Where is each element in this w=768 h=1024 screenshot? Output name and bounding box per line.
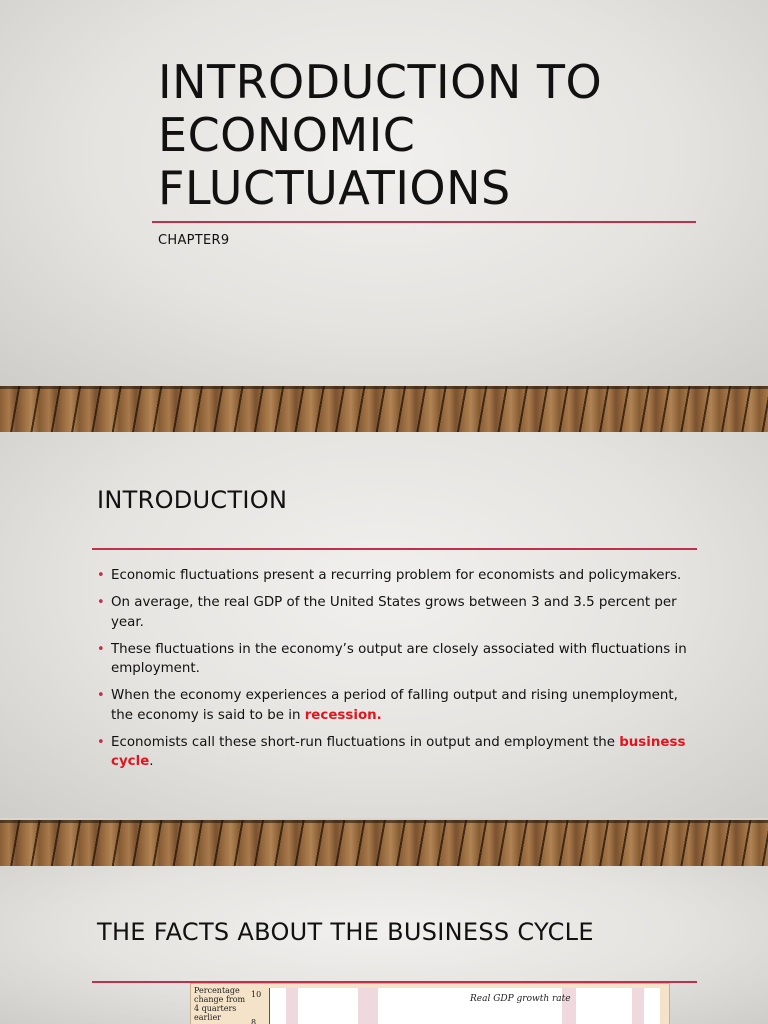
- figure-plot-area: [269, 988, 660, 1024]
- figure-y-axis-label: Percentage change from 4 quarters earlier: [194, 986, 246, 1022]
- title-divider: [152, 221, 696, 223]
- introduction-slide: [0, 432, 768, 818]
- title-slide: [0, 0, 768, 386]
- wood-floor-divider: [0, 820, 768, 866]
- bullet-item: • On average, the real GDP of the United States grows between 3 and 3.5 percent per year.: [97, 593, 697, 632]
- business-cycle-term: business cycle: [111, 734, 686, 769]
- gdp-growth-figure: [190, 983, 670, 1024]
- recession-term: recession.: [304, 707, 382, 723]
- figure-tick-label: 10: [251, 990, 262, 999]
- title-divider: [92, 548, 697, 550]
- slide-subtitle: CHAPTER9: [158, 233, 230, 248]
- bullet-item: • Economists call these short-run fluctuations in output and employment the business cycle.: [97, 733, 697, 772]
- slide-title: INTRODUCTION TO ECONOMIC FLUCTUATIONS: [158, 55, 603, 215]
- bullet-item: • Economic fluctuations present a recurring problem for economists and policymakers.: [97, 566, 697, 586]
- figure-tick-label: 8: [251, 1018, 257, 1024]
- bullet-item: • These fluctuations in the economy’s output are closely associated with fluctuations in employment.: [97, 640, 697, 679]
- bullet-list: [97, 566, 697, 779]
- wood-floor-divider: [0, 386, 768, 432]
- gdp-growth-line: [270, 988, 660, 1024]
- slide-title: INTRODUCTION: [97, 486, 288, 514]
- slide-title: THE FACTS ABOUT THE BUSINESS CYCLE: [97, 918, 594, 946]
- business-cycle-slide: [0, 866, 768, 1024]
- series-label: Real GDP growth rate: [470, 994, 571, 1004]
- bullet-item: • When the economy experiences a period of falling output and rising unemployment, the economy is said to be in recession.: [97, 686, 697, 725]
